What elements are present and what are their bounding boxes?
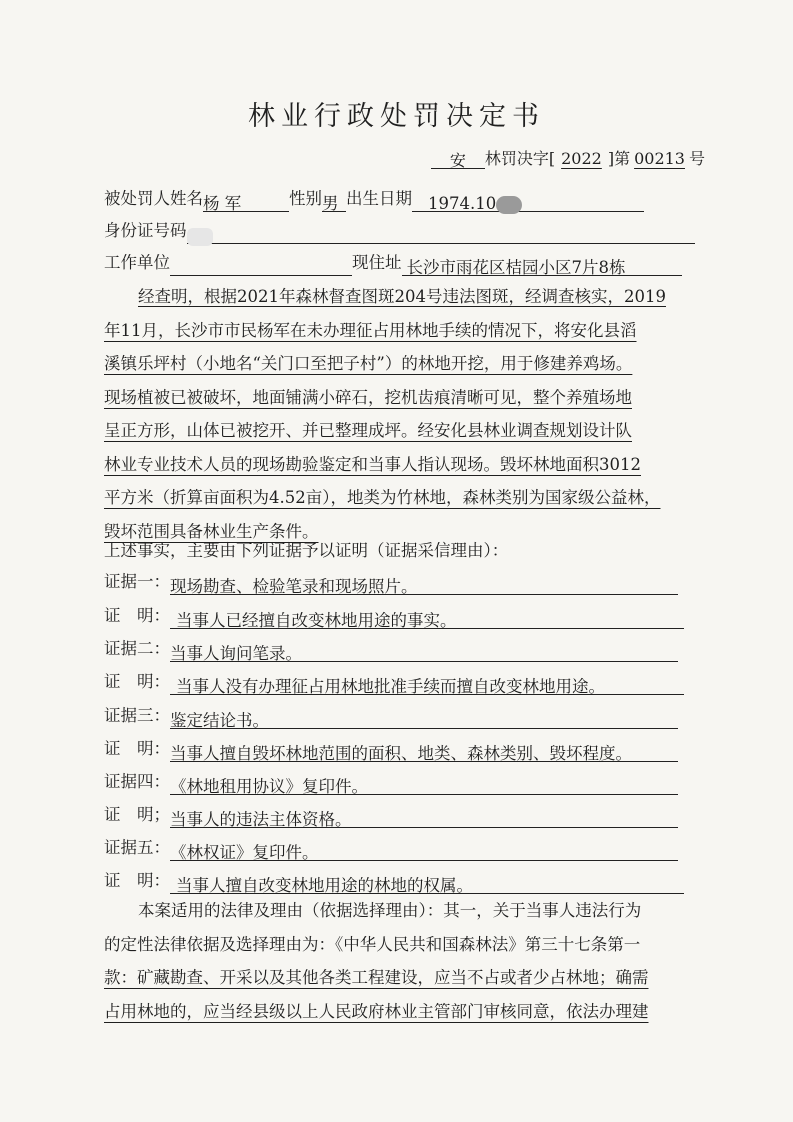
evidence-item: 证据一：现场勘查、检验笔录和现场照片。 bbox=[104, 569, 710, 595]
doc-number-year: 2022 bbox=[561, 149, 602, 168]
party-line-3 bbox=[104, 250, 710, 276]
facts-line-3: 溪镇乐坪村（小地名“关门口至把子村”）的林地开挖，用于修建养鸡场。 bbox=[104, 354, 633, 373]
evidence-proof: 证 明：当事人擅自毁坏林地范围的面积、地类、森林类别、毁坏程度。 bbox=[104, 736, 710, 762]
party-line-1 bbox=[104, 186, 710, 212]
work-label: 工作单位 bbox=[104, 253, 170, 272]
work-field bbox=[170, 255, 352, 276]
facts-line-8: 毁坏范围具备林业生产条件。 bbox=[104, 521, 319, 541]
redaction-mark bbox=[496, 196, 522, 214]
id-field bbox=[187, 223, 695, 244]
party-line-2 bbox=[104, 218, 710, 244]
evidence-intro: 上述事实，主要由下列证据予以证明（证据采信理由）： bbox=[104, 541, 509, 560]
facts-line-7: 平方米（折算亩面积为4.52亩），地类为竹林地，森林类别为国家级公益林， bbox=[104, 488, 661, 507]
gender-label: 性别 bbox=[289, 189, 322, 208]
facts-line-4: 现场植被已被破坏，地面铺满小碎石，挖机齿痕清晰可见，整个养殖场地 bbox=[104, 387, 632, 407]
name-label: 被处罚人姓名 bbox=[104, 189, 203, 208]
evidence-proof: 证 明： 当事人已经擅自改变林地用途的事实。 bbox=[104, 603, 710, 629]
doc-number-middle: 林罚决字[ bbox=[484, 149, 556, 168]
facts-line-6: 林业专业技术人员的现场勘验鉴定和当事人指认现场。毁坏林地面积3012 bbox=[104, 454, 641, 474]
facts-line-1: 经查明，根据2021年森林督查图斑204号违法图斑，经调查核实，2019 bbox=[138, 287, 666, 306]
evidence-proof: 证 明： 当事人擅自改变林地用途的林地的权属。 bbox=[104, 868, 710, 894]
law-line-2: 的定性法律依据及选择理由为：《中华人民共和国森林法》第三十七条第一 bbox=[104, 934, 641, 954]
evidence-item: 证据四：《林地租用协议》复印件。 bbox=[104, 769, 710, 795]
facts-paragraph bbox=[104, 280, 710, 548]
evidence-item: 证据二：当事人询问笔录。 bbox=[104, 636, 710, 662]
name-value: 杨 军 bbox=[203, 191, 289, 212]
redaction-mark bbox=[187, 228, 213, 246]
facts-line-5: 呈正方形，山体已被挖开、并已整理成坪。经安化县林业调查规划设计队 bbox=[104, 421, 632, 440]
law-line-4: 占用林地的，应当经县级以上人民政府林业主管部门审核同意，依法办理建 bbox=[104, 1001, 649, 1021]
document-title: 林业行政处罚决定书 bbox=[248, 101, 545, 132]
birth-label: 出生日期 bbox=[346, 189, 412, 208]
address-label: 现住址 bbox=[352, 253, 402, 272]
law-line-1: 本案适用的法律及理由（依据选择理由）：其一，关于当事人违法行为 bbox=[138, 901, 642, 920]
id-label: 身份证号码 bbox=[104, 221, 187, 240]
birth-value: 1974.10 bbox=[428, 194, 497, 213]
evidence-item: 证据五：《林权证》复印件。 bbox=[104, 835, 710, 861]
doc-number-agency: 安 bbox=[431, 148, 485, 169]
doc-number-after-year: ]第 bbox=[607, 149, 631, 168]
gender-value: 男 bbox=[322, 191, 346, 212]
birth-field bbox=[412, 191, 644, 212]
address-value: 长沙市雨花区桔园小区7片8栋 bbox=[402, 255, 682, 276]
facts-line-2: 年11月，长沙市市民杨军在未办理征占用林地手续的情况下，将安化县滔 bbox=[104, 320, 637, 340]
law-line-3: 款：矿藏勘查、开采以及其他各类工程建设，应当不占或者少占林地；确需 bbox=[104, 968, 649, 987]
document-number bbox=[431, 146, 705, 169]
doc-number-value: 00213 bbox=[634, 149, 685, 168]
law-paragraph bbox=[104, 894, 710, 1028]
evidence-proof: 证 明： 当事人没有办理征占用林地批准手续而擅自改变林地用途。 bbox=[104, 669, 710, 695]
doc-number-suffix: 号 bbox=[688, 149, 705, 168]
evidence-item: 证据三：鉴定结论书。 bbox=[104, 703, 710, 729]
evidence-proof: 证 明；当事人的违法主体资格。 bbox=[104, 802, 710, 828]
